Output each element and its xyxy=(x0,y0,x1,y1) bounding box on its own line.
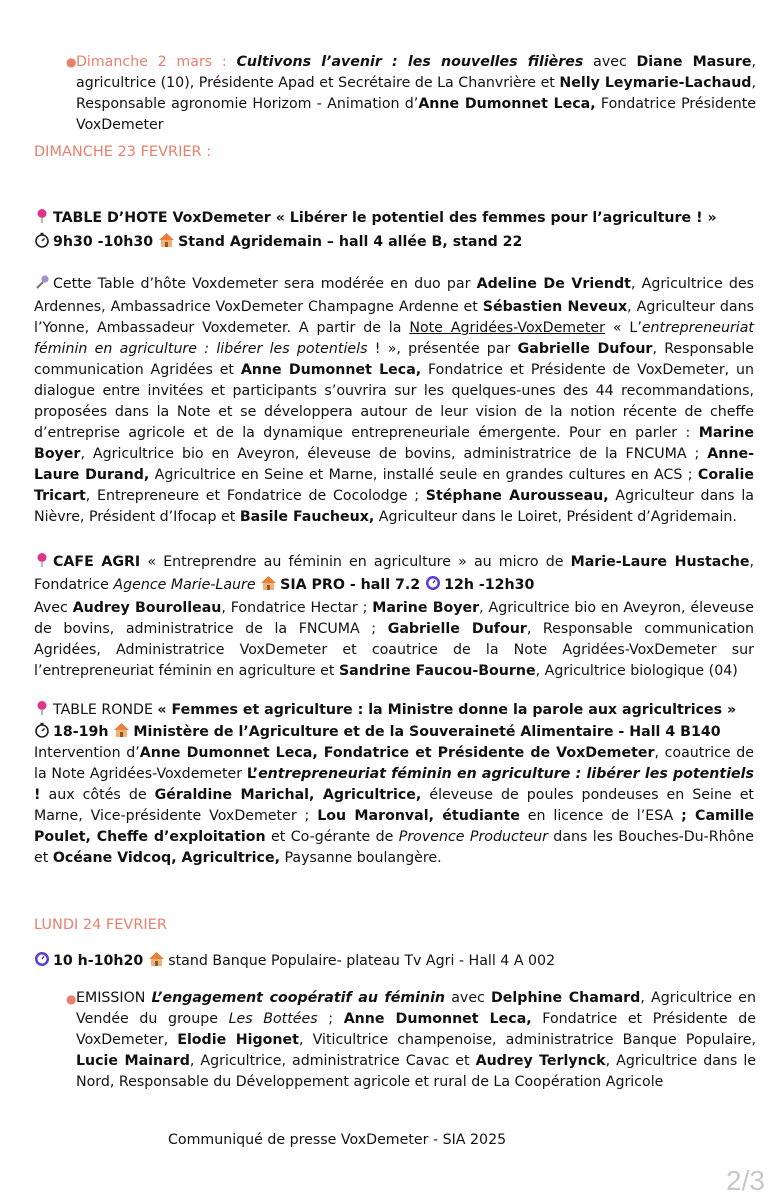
person-name: Gabrielle Dufour xyxy=(517,341,653,357)
bullet-icon: ● xyxy=(66,992,77,1006)
text: Agricultrice en Seine et Marne, installé seule en grandes cultures en ACS ; xyxy=(149,467,698,483)
pin-icon xyxy=(34,552,50,575)
person-name: Marie-Laure Hustache xyxy=(570,554,750,570)
table-ronde-title-line xyxy=(34,700,736,723)
person-name: Anne Dumonnet Leca, xyxy=(240,362,422,378)
company-name: Provence Producteur xyxy=(398,829,548,845)
event-title: « Entreprendre au féminin en agriculture » xyxy=(140,554,467,570)
text: , Agricultrice bio en Aveyron, éleveuse de bovins, administratrice de la FNCUMA ; xyxy=(80,446,708,462)
text: Avec xyxy=(34,600,73,616)
person-name: Lucie Mainard xyxy=(76,1053,190,1069)
text: , Agriculteur dans l’Yonne, Ambassadeur Voxdemeter. A partir de la xyxy=(34,299,754,336)
text: , Agricultrice, administratrice Cavac et xyxy=(189,1053,476,1069)
text: , Fondatrice xyxy=(34,554,755,593)
house-icon xyxy=(113,722,130,745)
person-name: Géraldine Marichal, Agricultrice, xyxy=(154,787,422,803)
table-ronde-time-line xyxy=(34,722,721,745)
note-title: entrepreneuriat féminin en agriculture : libérer les potentiels xyxy=(34,320,754,357)
text: au micro de xyxy=(466,554,571,570)
text: ! », présentée par xyxy=(367,341,518,357)
person-name: Coralie Tricart xyxy=(34,467,754,504)
event-time: 18-19h xyxy=(53,724,114,740)
person-name: Marine Boyer xyxy=(372,600,480,616)
text: Paysanne boulangère. xyxy=(279,850,442,866)
page-number: 2/3 xyxy=(726,1165,765,1196)
person-name: ; Camille Poulet, Cheffe d’exploitation xyxy=(34,808,755,845)
note-link[interactable]: Note Agridées-VoxDemeter xyxy=(409,320,605,336)
text: , Fondatrice Hectar ; xyxy=(221,600,373,616)
person-name: Sébastien Neveux xyxy=(482,299,628,315)
text: Cette Table d’hôte Voxdemeter sera modérée en duo par xyxy=(53,276,477,292)
page-footer: Communiqué de presse VoxDemeter - SIA 2025 xyxy=(168,1132,507,1148)
text: et Co-gérante de xyxy=(265,829,399,845)
stopwatch-icon xyxy=(425,575,441,598)
event-location: stand Banque Populaire- plateau Tv Agri - Hall 4 A 002 xyxy=(168,953,556,969)
text: , coautrice de la Note Agridées-Voxdemeter xyxy=(34,745,755,782)
person-name: Diane Masure xyxy=(636,54,752,70)
person-name: Sandrine Faucou-Bourne xyxy=(338,663,536,679)
person-name: Anne Dumonnet Leca, xyxy=(343,1011,532,1027)
company-name: Agence Marie-Laure xyxy=(113,577,256,593)
note-title: L’ xyxy=(246,766,259,782)
person-name: Anne Dumonnet Leca, xyxy=(418,96,596,112)
house-icon xyxy=(158,232,175,255)
table-hote-description xyxy=(34,274,754,528)
table-ronde-description xyxy=(34,743,754,869)
monday-heading: LUNDI 24 FEVRIER xyxy=(34,917,167,933)
person-name: Anne Dumonnet Leca, Fondatrice et Présidente de VoxDemeter xyxy=(139,745,655,761)
text: , Responsable agronomie Horizom - Animation d’ xyxy=(76,75,756,112)
text: , Viticultrice champenoise, administratrice Banque Populaire, xyxy=(298,1032,756,1048)
event-label: EMISSION xyxy=(76,990,152,1006)
text: éleveuse de poules pondeuses en Seine et Marne, Vice-présidente VoxDemeter ; xyxy=(34,787,754,824)
event-title: Cultivons l’avenir : les nouvelles filières xyxy=(236,54,584,70)
person-name: Océane Vidcoq, Agricultrice, xyxy=(52,850,280,866)
event-time: 9h30 -10h30 xyxy=(53,234,159,250)
person-name: Delphine Chamard xyxy=(491,990,641,1006)
person-name: Lou Maronval, étudiante xyxy=(317,808,520,824)
event-label: CAFE AGRI xyxy=(53,554,141,570)
event-location: Ministère de l’Agriculture et de la Souveraineté Alimentaire - Hall 4 B140 xyxy=(133,724,721,740)
text: , Agricultrice biologique (04) xyxy=(535,663,738,679)
person-name: Anne-Laure Durand, xyxy=(34,446,754,483)
text: avec xyxy=(445,990,492,1006)
house-icon xyxy=(148,951,165,974)
text: Agriculteur dans le Loiret, Président d’Agridemain. xyxy=(374,509,737,525)
text: en licence de l’ESA xyxy=(519,808,682,824)
top-bullet-item xyxy=(66,52,756,136)
stopwatch-icon xyxy=(34,722,50,745)
text: ; xyxy=(317,1011,344,1027)
text: dans les Bouches-Du-Rhône et xyxy=(34,829,754,866)
emission-bullet-item xyxy=(66,988,757,1093)
event-time: 12h -12h30 xyxy=(444,577,535,593)
text: Fondatrice Présidente VoxDemeter xyxy=(76,96,756,133)
stopwatch-icon xyxy=(34,951,50,974)
text: , Agricultrice bio en Aveyron, éleveuse de bovins, administratrice de la FNCUMA ; xyxy=(34,600,754,637)
person-name: Elodie Higonet xyxy=(177,1032,299,1048)
person-name: Basile Faucheux, xyxy=(239,509,375,525)
event-title: L’engagement coopératif au féminin xyxy=(151,990,446,1006)
text: Fondatrice et Présidente de VoxDemeter, xyxy=(76,1011,756,1048)
text: , Responsable communication Agridées, Administratrice VoxDemeter et coautrice de la Note Agridées-VoxDemeter sur l’entrepreneuriat féminin en agriculture et xyxy=(34,621,754,679)
event-time: 10 h-10h20 xyxy=(53,953,149,969)
event-label: TABLE RONDE xyxy=(53,702,158,718)
text: Fondatrice et Présidente de VoxDemeter, un dialogue entre invitées et participants s’ouvrira sur les quelques-unes des 44 recommandations, proposées dans la Note et se développera autour de leur vision de la notion récente de cheffe d’entreprise agricole et de la dynamique entrepreneuriale émergente. Pour en parler : xyxy=(34,362,754,441)
text: , Agricultrice en Vendée du groupe xyxy=(76,990,757,1027)
pin-icon xyxy=(34,208,50,231)
event-location: SIA PRO - hall 7.2 xyxy=(280,577,426,593)
person-name: Adeline De Vriendt xyxy=(476,276,631,292)
table-hote-time-line xyxy=(34,232,522,255)
person-name: Audrey Bourolleau xyxy=(72,600,222,616)
note-title: entrepreneuriat féminin en agriculture : libérer les potentiels xyxy=(258,766,754,782)
emission-time-line xyxy=(34,951,555,974)
text: , Entrepreneure et Fondatrice de Cocolodge ; xyxy=(85,488,426,504)
event-location: Stand Agridemain – hall 4 allée B, stand 22 xyxy=(178,234,523,250)
person-name: Nelly Leymarie-Lachaud xyxy=(559,75,752,91)
pin-icon xyxy=(34,700,50,723)
text: , Agricultrice des Ardennes, Ambassadrice VoxDemeter Champagne Ardenne et xyxy=(34,276,754,315)
text: , Agricultrice dans le Nord, Responsable du Développement agricole et rural de La Coopération Agricole xyxy=(76,1053,757,1090)
event-title: « Femmes et agriculture : la Ministre donne la parole aux agricultrices » xyxy=(157,702,737,718)
table-hote-title-line xyxy=(34,208,754,231)
note-title: ! xyxy=(34,787,41,803)
text: Agriculteur dans la Nièvre, Président d’Ifocap et xyxy=(34,488,754,525)
cafe-agri-block xyxy=(34,552,754,682)
text: avec xyxy=(583,54,637,70)
person-name: Gabrielle Dufour xyxy=(387,621,527,637)
person-name: Audrey Terlynck xyxy=(475,1053,606,1069)
stopwatch-icon xyxy=(34,232,50,255)
bullet-icon: ● xyxy=(66,55,77,69)
person-name: Stéphane Aurousseau, xyxy=(425,488,609,504)
event-date: Dimanche 2 mars : xyxy=(76,54,237,70)
table-hote-title: TABLE D’HOTE VoxDemeter « Libérer le potentiel des femmes pour l’agriculture ! » xyxy=(53,210,717,226)
text: « L’ xyxy=(604,320,642,336)
group-name: Les Bottées xyxy=(228,1011,318,1027)
microphone-icon xyxy=(34,274,50,297)
text: , Responsable communication Agridées et xyxy=(34,341,754,378)
sunday-heading: DIMANCHE 23 FEVRIER : xyxy=(34,144,212,160)
person-name: Marine Boyer xyxy=(34,425,754,462)
text: , agricultrice (10), Présidente Apad et Secrétaire de La Chanvrière et xyxy=(76,54,756,91)
house-icon xyxy=(260,575,277,598)
text: Intervention d’ xyxy=(34,745,140,761)
text: aux côtés de xyxy=(40,787,155,803)
